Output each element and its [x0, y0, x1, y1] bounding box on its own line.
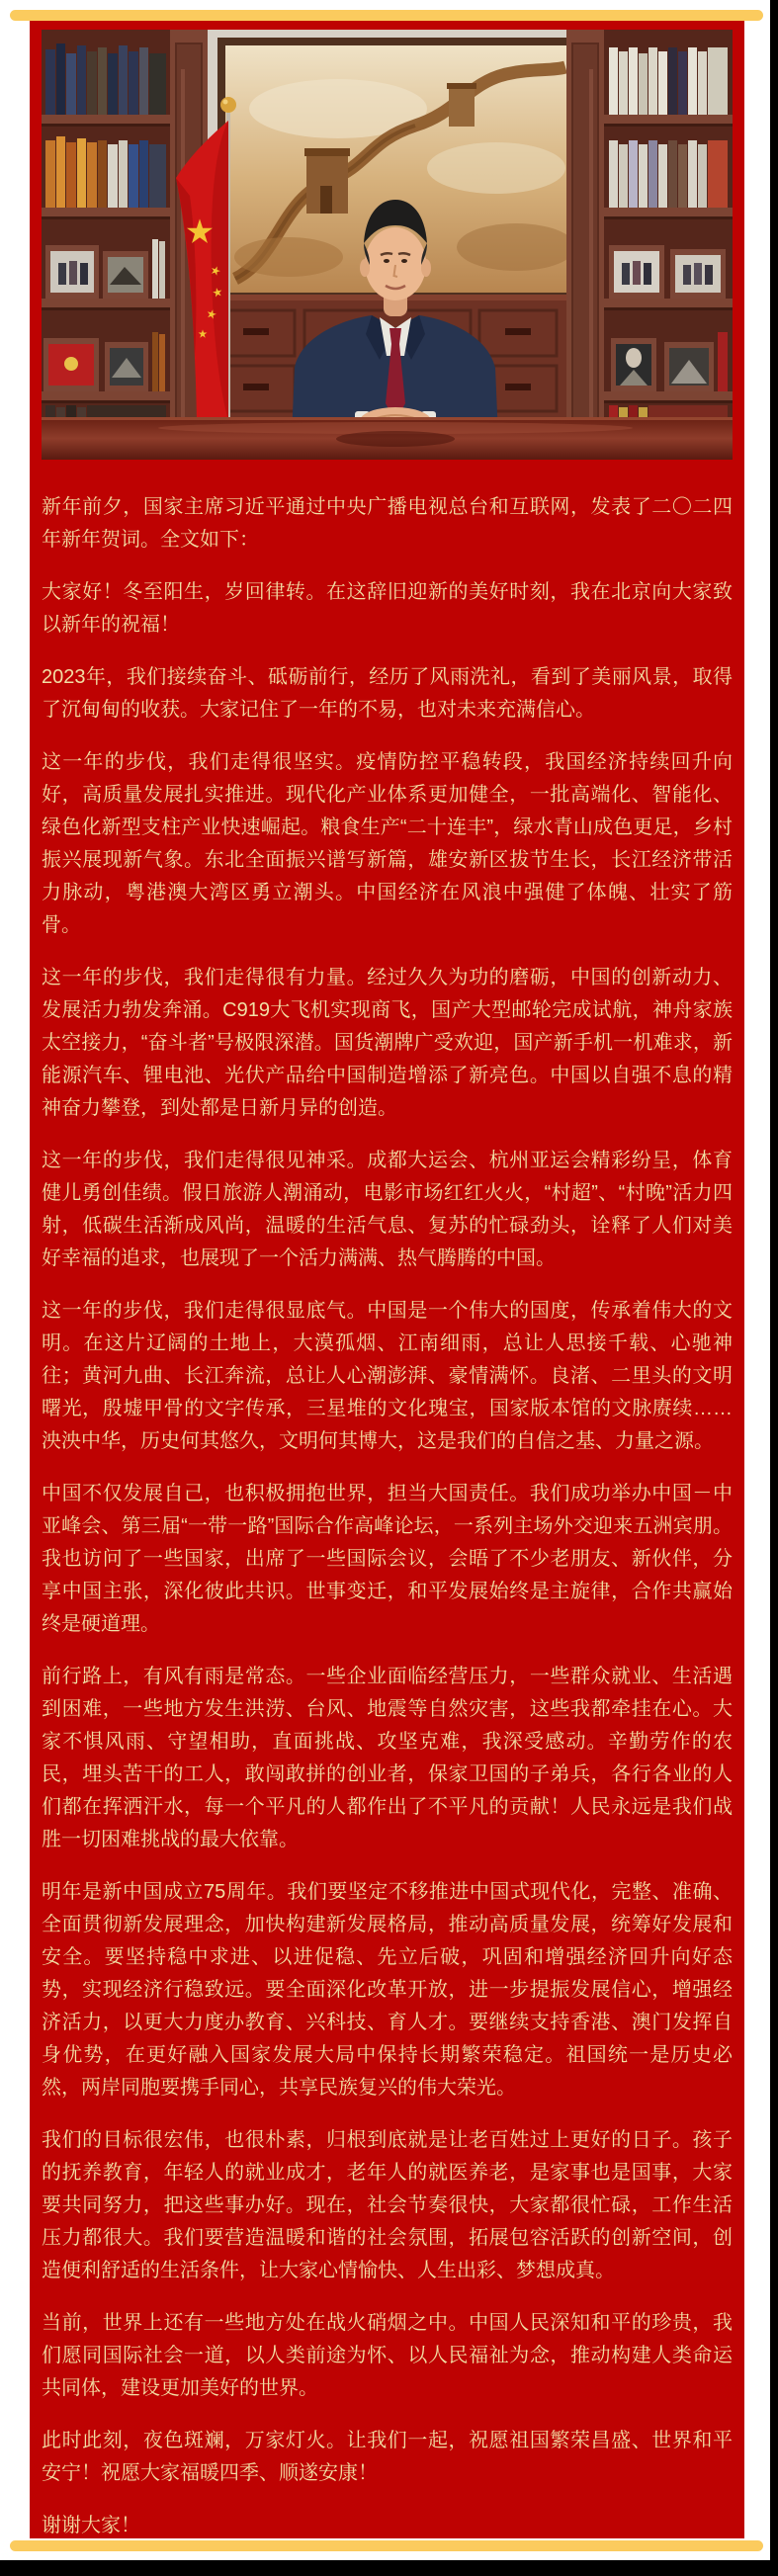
paragraph-strong-steps: 这一年的步伐，我们走得很有力量。经过久久为功的磨砺，中国的创新动力、发展活力勃发奔涌。C919大飞机实现商飞，国产大型邮轮完成试航，神舟家族太空接力，“奋斗者”号极限深潜。国货潮牌广受欢迎，国产新手机一机难求，新能源汽车、锂电池、光伏产品给中国制造增添了新亮色。中国以自强不息的精神奋力攀登，到处都是日新月异的创造。 — [42, 967, 733, 1119]
bottom-divider-bar — [10, 2540, 763, 2551]
greeting-paragraph: 大家好！冬至阳生，岁回律转。在这辞旧迎新的美好时刻，我在北京向大家致以新年的祝福！ — [42, 581, 733, 636]
left-bookshelf — [42, 30, 170, 460]
xi-jinping-new-year-address-photo — [42, 30, 733, 460]
paragraph-challenges: 前行路上，有风有雨是常态。一些企业面临经营压力，一些群众就业、生活遇到困难，一些地方发生洪涝、台风、地震等自然灾害，这些我都牵挂在心。大家不惧风雨、守望相助，直面挑战、攻坚克难，我深受感动。辛勤劳作的农民，埋头苦干的工人，敢闯敢拼的创业者，保家卫国的子弟兵，各行各业的人们都在挥洒汗水，每一个平凡的人都作出了不平凡的贡献！人民永远是我们战胜一切困难挑战的最大依靠。 — [42, 1666, 733, 1850]
closing-paragraph: 谢谢大家！ — [42, 2515, 140, 2536]
paragraph-steady-steps: 这一年的步伐，我们走得很坚实。疫情防控平稳转段，我国经济持续回升向好，高质量发展扎实推进。现代化产业体系更加健全，一批高端化、智能化、绿色化新型支柱产业快速崛起。粮食生产“二十连丰”，绿水青山成色更足，乡村振兴展现新气象。东北全面振兴谱写新篇，雄安新区拔节生长，长江经济带活力脉动，粤港澳大湾区勇立潮头。中国经济在风浪中强健了体魄、壮实了筋骨。 — [42, 751, 733, 936]
paragraph-75th-anniversary: 明年是新中国成立75周年。我们要坚定不移推进中国式现代化，完整、准确、全面贯彻新发展理念，加快构建新发展格局，推动高质量发展，统筹好发展和安全。要坚持稳中求进、以进促稳、先立后破，巩固和增强经济回升向好态势，实现经济行稳致远。要全面深化改革开放，进一步提振发展信心，增强经济活力，以更大力度办教育、兴科技、育人才。要继续支持香港、澳门发挥自身优势，在更好融入国家发展大局中保持长期繁荣稳定。祖国统一是历史必然，两岸同胞要携手同心，共享民族复兴的伟大荣光。 — [42, 1881, 733, 2099]
paragraph-world-peace: 当前，世界上还有一些地方处在战火硝烟之中。中国人民深知和平的珍贵，我们愿同国际社会一道，以人类前途为怀、以人民福祉为念，推动构建人类命运共同体，建设更加美好的世界。 — [42, 2312, 733, 2399]
desk — [42, 417, 733, 460]
paragraph-2023-review: 2023年，我们接续奋斗、砥砺前行，经历了风雨洗礼，看到了美丽风景，取得了沉甸甸的收获。大家记住了一年的不易，也对未来充满信心。 — [42, 666, 733, 721]
paragraph-peoples-livelihood: 我们的目标很宏伟，也很朴素，归根到底就是让老百姓过上更好的日子。孩子的抚养教育，年轻人的就业成才，老年人的就医养老，是家事也是国事，大家要共同努力，把这些事办好。现在，社会节奏很快，大家都很忙碌，工作生活压力都很大。我们要营造温暖和谐的社会氛围，拓展包容活跃的创新空间，创造便利舒适的生活条件，让大家心情愉快、人生出彩、梦想成真。 — [42, 2129, 733, 2281]
paragraph-world-engagement: 中国不仅发展自己，也积极拥抱世界，担当大国责任。我们成功举办中国－中亚峰会、第三届“一带一路”国际合作高峰论坛，一系列主场外交迎来五洲宾朋。我也访问了一些国家，出席了一些国际会议，会晤了不少老朋友、新伙伴，分享中国主张，深化彼此共识。世事变迁，和平发展始终是主旋律，合作共赢始终是硬道理。 — [42, 1483, 733, 1635]
intro-paragraph: 新年前夕，国家主席习近平通过中央广播电视总台和互联网，发表了二〇二四年新年贺词。全文如下： — [42, 496, 733, 551]
article-card — [30, 21, 744, 2538]
paragraph-vibrant-steps: 这一年的步伐，我们走得很见神采。成都大运会、杭州亚运会精彩纷呈，体育健儿勇创佳绩。假日旅游人潮涌动，电影市场红红火火，“村超”、“村晚”活力四射，低碳生活渐成风尚，温暖的生活气息、复苏的忙碌劲头，诠释了人们对美好幸福的追求，也展现了一个活力满满、热气腾腾的中国。 — [42, 1150, 733, 1269]
bottom-black-edge — [0, 2560, 778, 2576]
paragraph-confidence-steps: 这一年的步伐，我们走得很显底气。中国是一个伟大的国度，传承着伟大的文明。在这片辽阔的土地上，大漠孤烟、江南细雨，总让人思接千载、心驰神往；黄河九曲、长江奔流，总让人心潮澎湃、豪情满怀。良渚、二里头的文明曙光，殷墟甲骨的文字传承，三星堆的文化瑰宝，国家版本馆的文脉赓续……泱泱中华，历史何其悠久，文明何其博大，这是我们的自信之基、力量之源。 — [42, 1300, 733, 1452]
right-black-edge — [770, 0, 778, 2576]
right-bookshelf — [604, 30, 733, 460]
paragraph-new-year-wishes: 此时此刻，夜色斑斓，万家灯火。让我们一起，祝愿祖国繁荣昌盛、世界和平安宁！祝愿大家福暖四季、顺遂安康！ — [42, 2430, 733, 2484]
article-body — [42, 491, 733, 2542]
top-divider-bar — [10, 10, 763, 21]
